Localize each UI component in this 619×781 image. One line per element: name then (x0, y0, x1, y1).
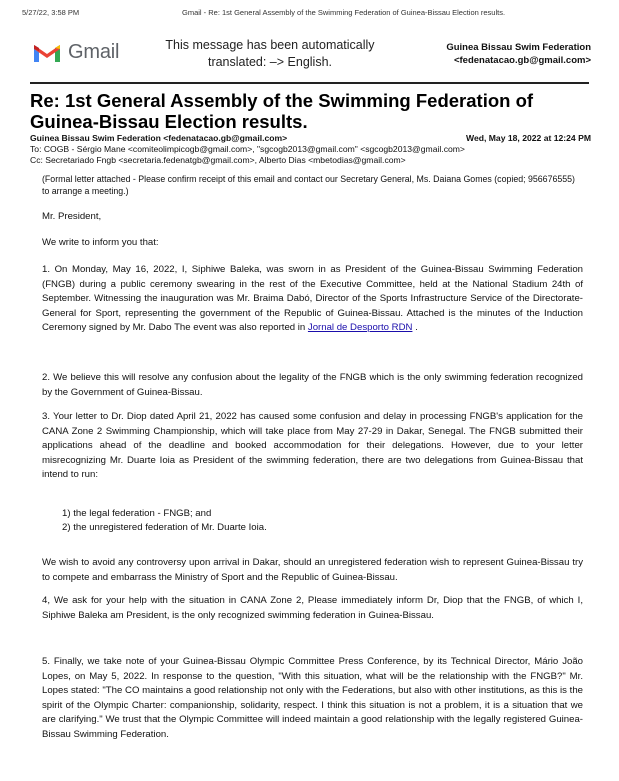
print-datetime: 5/27/22, 3:58 PM (22, 8, 80, 17)
paragraph-2: 2. We believe this will resolve any confusion about the legality of the FNGB which is the only swimming federation recognized by the Government of Guinea-Bissau. (42, 372, 583, 398)
jornal-desporto-link[interactable]: Jornal de Desporto RDN (307, 322, 413, 333)
paragraph-6: 5. Finally, we take note of your Guinea-Bissau Olympic Committee Press Conference, by its Technical Director, Mário João Lopes, on May 5, 2022. In response to the question, "With this situation, what will be the relationship with the FNGB?" Mr. Lopes stated: "The CO maintains a good relationship not only with the Federations, but also with other institutions, as this is the spirit of the Olympic Charter: companionship, solidarity, respect. I think this situation is not a problem, it is a situation that we are clarifying." We trust that the Olympic Committee will indeed maintain a good relationship with the legally registered Guinea-Bissau Swimming Federation. (42, 656, 583, 740)
list-item: 2) the unregistered federation of Mr. Duarte Ioia. (62, 522, 267, 533)
gmail-logo (32, 40, 119, 64)
sender: Guinea Bissau Swim Federation <fedenatacao.gb@gmail.com> (30, 133, 288, 143)
header-divider (30, 82, 589, 84)
gmail-m-icon (32, 40, 62, 64)
email-subject: Re: 1st General Assembly of the Swimming Federation of Guinea-Bissau Election results. (30, 90, 534, 132)
paragraph-1 (42, 263, 583, 336)
account-name: Guinea Bissau Swim Federation (446, 42, 591, 53)
gmail-wordmark: Gmail (68, 40, 120, 63)
paragraph-3: 3. Your letter to Dr. Diop dated April 21, 2022 has caused some confusion and delay in processing FNGB's application for the CANA Zone 2 Swimming Championship, which will take place from May 27-29 in Dakar, Senegal. The FNGB submitted their applications ahead of the deadline and booked accommodation for their delegations. However, due to your letter misrecognizing Mr. Duarte Ioia as President of the swimming federation, there are two delegations from Guinea-Bissau that intend to run: (42, 411, 583, 480)
paragraph-1-end: . (412, 322, 418, 333)
account-info (446, 41, 591, 67)
message-from-row (30, 133, 591, 144)
paragraph-1-text: 1. On Monday, May 16, 2022, I, Siphiwe Baleka, was sworn in as President of the Guinea-Bissau Swimming Federation (FNGB) during a public ceremony swearing in the rest of the Executive Committee, held at the National Stadium 24th of September. Witnessing the inauguration was Mr. Braima Dabó, Director of the Sports Infrastructure Service of the Directorate-General for Sport, representing the government of the Republic of Guinea-Bissau. Attached is the minutes of the Induction Ceremony signed by Mr. Dabo The event was also reported in (42, 264, 583, 333)
recipients-to: To: COGB - Sérgio Mane <comiteolimpicogb@gmail.com>, "sgcogb2013@gmail.com" <sgcogb2013@gmail.com> (30, 144, 465, 154)
paragraph-5: 4, We ask for your help with the situation in CANA Zone 2, Please immediately inform Dr, Diop that the FNGB, of which I, Siphiwe Baleka am President, is the only recognized swimming federation in Guinea-Bissau. (42, 595, 583, 621)
account-email: <fedenatacao.gb@gmail.com> (453, 55, 591, 66)
intro-line: We write to inform you that: (42, 237, 159, 248)
message-date: Wed, May 18, 2022 at 12:24 PM (466, 133, 591, 143)
translation-notice: This message has been automatically translated: –> English. (165, 38, 375, 69)
paragraph-4: We wish to avoid any controversy upon arrival in Dakar, should an unregistered federation wish to represent Guinea-Bissau try to compete and embarrass the Ministry of Sport and the Republic of Guinea-Bissau. (42, 557, 583, 583)
recipients-cc: Cc: Secretariado Fngb <secretaria.fedenatgb@gmail.com>, Alberto Dias <mbetodias@gmail.com> (30, 155, 406, 165)
formal-letter-note: (Formal letter attached - Please confirm receipt of this email and contact our Secretary General, Ms. Daiana Gomes (copied; 956676555) to arrange a meeting.) (42, 174, 575, 196)
print-page-title: Gmail - Re: 1st General Assembly of the Swimming Federation of Guinea-Bissau Election results. (182, 8, 506, 17)
list-item: 1) the legal federation - FNGB; and (62, 508, 212, 519)
greeting: Mr. President, (42, 211, 102, 222)
